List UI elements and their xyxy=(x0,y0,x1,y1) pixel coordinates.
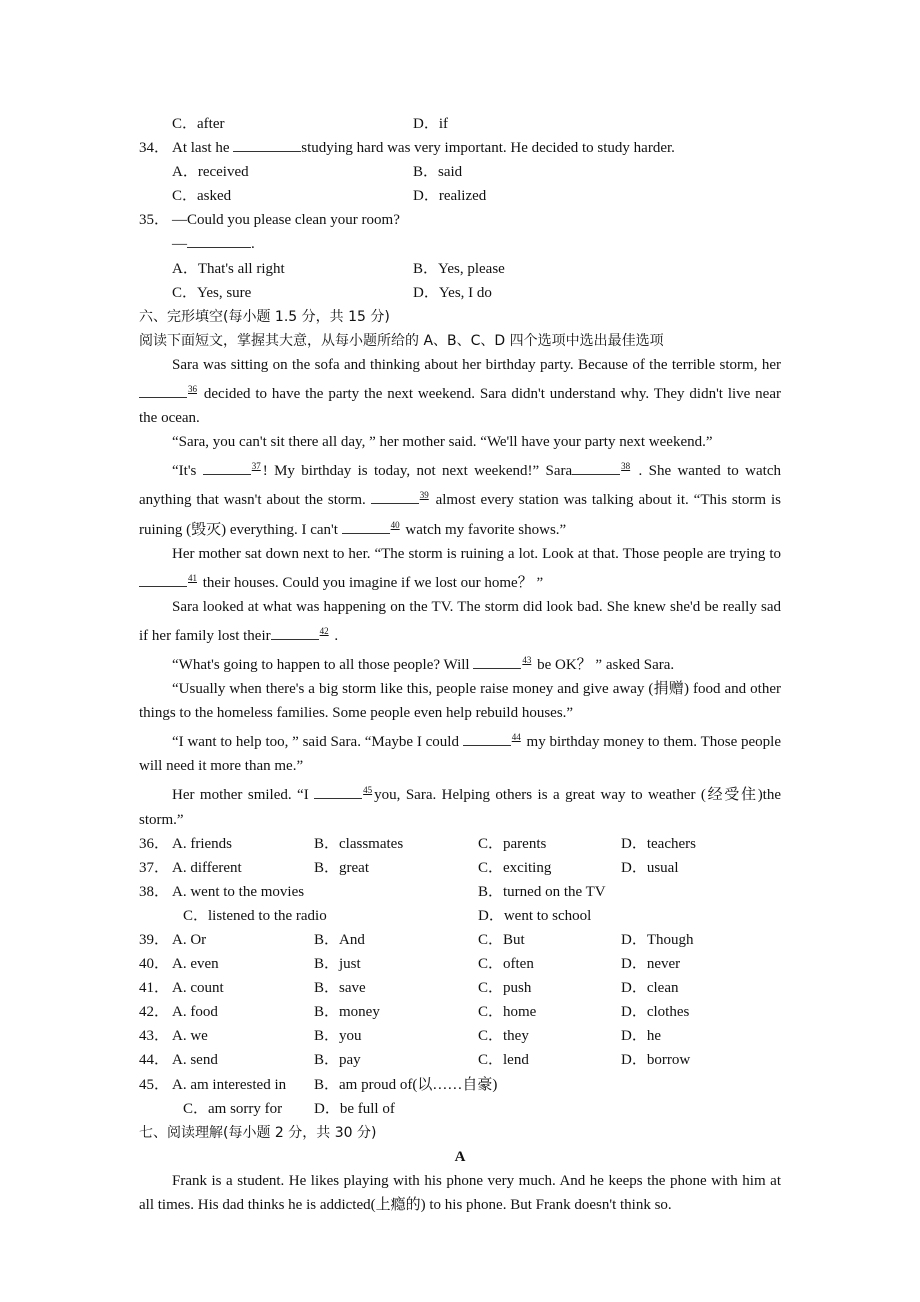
question-number: 39． xyxy=(139,932,170,948)
option-a: A. send xyxy=(172,1052,218,1069)
option-b: B．classmates xyxy=(314,835,404,852)
question-number: 35． xyxy=(139,212,170,229)
text: be OK？ ” asked Sara. xyxy=(533,656,675,673)
question-number: 44． xyxy=(139,1052,170,1069)
option-d: D．clean xyxy=(621,980,679,997)
option-b: B．save xyxy=(314,980,366,997)
period: . xyxy=(251,236,255,253)
text: Her mother smiled. “I xyxy=(172,787,315,804)
passage-paragraph xyxy=(139,677,781,725)
option-c: C．listened to the radio xyxy=(183,907,327,924)
option-a: A. friends xyxy=(172,835,232,852)
text: decided to have the party the next weekend. Sara didn't understand why. They didn't live near the ocean. xyxy=(139,386,781,427)
option-d: D．if xyxy=(413,116,448,132)
q35-reply xyxy=(139,232,781,256)
question-number: 37． xyxy=(139,859,170,876)
option-c: C．am sorry for xyxy=(183,1100,283,1117)
answer-blank xyxy=(342,519,390,534)
passage-label: A xyxy=(454,1148,466,1165)
blank-number: 36 xyxy=(188,384,197,395)
passage-paragraph xyxy=(139,595,781,648)
question-number: 45． xyxy=(139,1076,170,1093)
option-b: B．turned on the TV xyxy=(478,883,606,900)
passage-paragraph xyxy=(139,353,781,430)
text: their houses. Could you imagine if we lost our home？ ” xyxy=(199,574,544,591)
option-b: B．money xyxy=(314,1004,380,1021)
blank-number: 42 xyxy=(319,625,329,636)
option-a: A. different xyxy=(172,859,242,876)
cloze-question-row xyxy=(139,952,781,976)
option-a: A. we xyxy=(172,1028,208,1045)
option-d: D．Yes, I do xyxy=(413,284,492,301)
q35-options-row xyxy=(139,257,781,281)
passage-paragraph xyxy=(139,430,781,454)
cloze-question-row xyxy=(139,1024,781,1048)
option-d: D．never xyxy=(621,956,681,973)
exam-page xyxy=(139,112,781,1217)
option-b: B．Yes, please xyxy=(413,260,505,277)
option-b: B．am proud of(以……自豪) xyxy=(314,1076,498,1093)
option-a: A. even xyxy=(172,956,219,973)
option-c: C．lend xyxy=(478,1052,529,1069)
option-a: A. count xyxy=(172,980,224,997)
option-a: A. Or xyxy=(172,932,207,948)
option-d: D．clothes xyxy=(621,1004,690,1021)
option-d: D．be full of xyxy=(314,1100,395,1117)
question-number: 40． xyxy=(139,956,170,973)
option-d: D．Though xyxy=(621,932,694,948)
text: my birthday money to them. Those people will need it more than me.” xyxy=(139,734,781,775)
text: “Sara, you can't sit there all day, ” her mother said. “We'll have your party next weekend.” xyxy=(172,434,713,451)
text: Her mother sat down next to her. “The storm is ruining a lot. Look at that. Those people are trying to xyxy=(172,545,781,562)
option-b: B．great xyxy=(314,859,369,876)
dash: — xyxy=(172,236,187,253)
cloze-passage xyxy=(139,353,781,832)
q35-options-row xyxy=(139,281,781,305)
answer-blank xyxy=(187,233,251,248)
text: “What's going to happen to all those people? Will xyxy=(172,656,474,673)
section-6-title: 六、完形填空(每小题 1.5 分，共 15 分) xyxy=(139,308,390,325)
q34-options-row xyxy=(139,184,781,208)
reading-paragraph: Frank is a student. He likes playing with his phone very much. And he keeps the phone with him at all times. His dad thinks he is addicted(上瘾的) to his phone. But Frank doesn't think so. xyxy=(139,1172,781,1214)
passage-paragraph xyxy=(139,454,781,541)
text: . She wanted to watch anything that wasn't about the storm. xyxy=(139,463,781,509)
option-b: B．you xyxy=(314,1028,362,1045)
option-a: A. food xyxy=(172,1004,218,1021)
question-number: 43． xyxy=(139,1028,170,1045)
section-7-title: 七、阅读理解(每小题 2 分，共 30 分) xyxy=(139,1124,377,1141)
question-number: 36． xyxy=(139,835,170,852)
option-a: A．That's all right xyxy=(172,260,285,277)
answer-blank xyxy=(371,489,419,504)
answer-blank xyxy=(463,731,511,746)
cloze-question-row xyxy=(139,1073,781,1097)
blank-number: 40 xyxy=(390,519,400,530)
blank-number: 38 xyxy=(621,461,631,472)
text: Sara looked at what was happening on the TV. The storm did look bad. She knew she'd be really sad if her family lost their xyxy=(139,598,781,644)
blank-number: 43 xyxy=(522,654,532,665)
blank-number: 37 xyxy=(251,461,261,472)
reply xyxy=(172,232,255,256)
q33-options-row xyxy=(139,112,781,136)
cloze-question-row-continued xyxy=(139,1097,781,1121)
answer-blank xyxy=(139,572,187,587)
cloze-question-row xyxy=(139,856,781,880)
passage-paragraph xyxy=(139,725,781,778)
answer-blank xyxy=(572,460,620,475)
option-c: C．exciting xyxy=(478,859,552,876)
option-c: C．push xyxy=(478,980,532,997)
answer-blank xyxy=(203,460,251,475)
option-c: C．after xyxy=(172,116,225,132)
answer-blank xyxy=(233,137,301,152)
cloze-question-row xyxy=(139,928,781,952)
text: “It's xyxy=(172,463,203,480)
option-a: A. went to the movies xyxy=(172,883,305,900)
option-d: D．teachers xyxy=(621,835,696,852)
blank-number: 41 xyxy=(188,572,197,583)
option-c: C．Yes, sure xyxy=(172,284,252,301)
option-c: C．they xyxy=(478,1028,529,1045)
question-35 xyxy=(139,208,781,232)
text: “I want to help too, ” said Sara. “Maybe I could xyxy=(172,734,463,751)
answer-blank xyxy=(314,784,362,799)
option-a: A．received xyxy=(172,164,249,181)
blank-number: 44 xyxy=(511,732,521,743)
option-b: B．pay xyxy=(314,1052,361,1069)
option-b: B．just xyxy=(314,956,361,973)
blank-number: 39 xyxy=(419,490,429,501)
passage-paragraph xyxy=(139,648,781,677)
question-number: 41． xyxy=(139,980,170,997)
question-number: 42． xyxy=(139,1004,170,1021)
option-d: D．borrow xyxy=(621,1052,691,1069)
cloze-question-row xyxy=(139,976,781,1000)
option-b: B．said xyxy=(413,164,463,181)
q34-options-row xyxy=(139,160,781,184)
option-a: A. am interested in xyxy=(172,1076,287,1093)
option-d: D．usual xyxy=(621,859,679,876)
cloze-options xyxy=(139,832,781,1121)
option-c: C．parents xyxy=(478,835,547,852)
text: studying hard was very important. He decided to study harder. xyxy=(301,140,675,157)
text: “Usually when there's a big storm like this, people raise money and give away (捐赠) food and other things to the homeless families. Some people even help rebuild houses.” xyxy=(139,681,781,722)
blank-number: 45 xyxy=(363,785,373,796)
answer-blank xyxy=(473,654,521,669)
text: Sara was sitting on the sofa and thinking about her birthday party. Because of the terrible storm, her xyxy=(172,356,781,373)
question-text: —Could you please clean your room? xyxy=(172,212,400,229)
cloze-question-row xyxy=(139,1048,781,1072)
text: almost every station was talking about it. “This storm is ruining (毁灭) everything. I can't xyxy=(139,492,781,538)
option-c: C．often xyxy=(478,956,534,973)
question-34 xyxy=(139,136,781,160)
question-number: 38． xyxy=(139,883,170,900)
option-b: B．And xyxy=(314,932,365,948)
cloze-question-row xyxy=(139,880,781,904)
option-c: C．home xyxy=(478,1004,537,1021)
option-c: C．But xyxy=(478,932,525,948)
text: watch my favorite shows.” xyxy=(401,521,567,538)
answer-blank xyxy=(139,383,187,398)
text: ! My birthday is today, not next weekend!” Sara xyxy=(262,463,573,480)
text: you, Sara. Helping others is a great way to weather (经受住)the storm.” xyxy=(139,787,782,828)
passage-paragraph xyxy=(139,542,781,595)
question-number: 34． xyxy=(139,140,170,157)
option-d: D．he xyxy=(621,1028,661,1045)
option-d: D．realized xyxy=(413,188,487,205)
passage-paragraph xyxy=(139,778,781,831)
cloze-question-row xyxy=(139,1000,781,1024)
question-text xyxy=(172,136,675,160)
option-c: C．asked xyxy=(172,188,232,205)
text: . xyxy=(330,627,339,644)
option-d: D．went to school xyxy=(478,907,592,924)
cloze-question-row-continued xyxy=(139,904,781,928)
answer-blank xyxy=(271,625,319,640)
section-6-instruction: 阅读下面短文，掌握其大意，从每小题所给的 A、B、C、D 四个选项中选出最佳选项 xyxy=(139,332,664,349)
cloze-question-row xyxy=(139,832,781,856)
text: At last he xyxy=(172,140,234,157)
